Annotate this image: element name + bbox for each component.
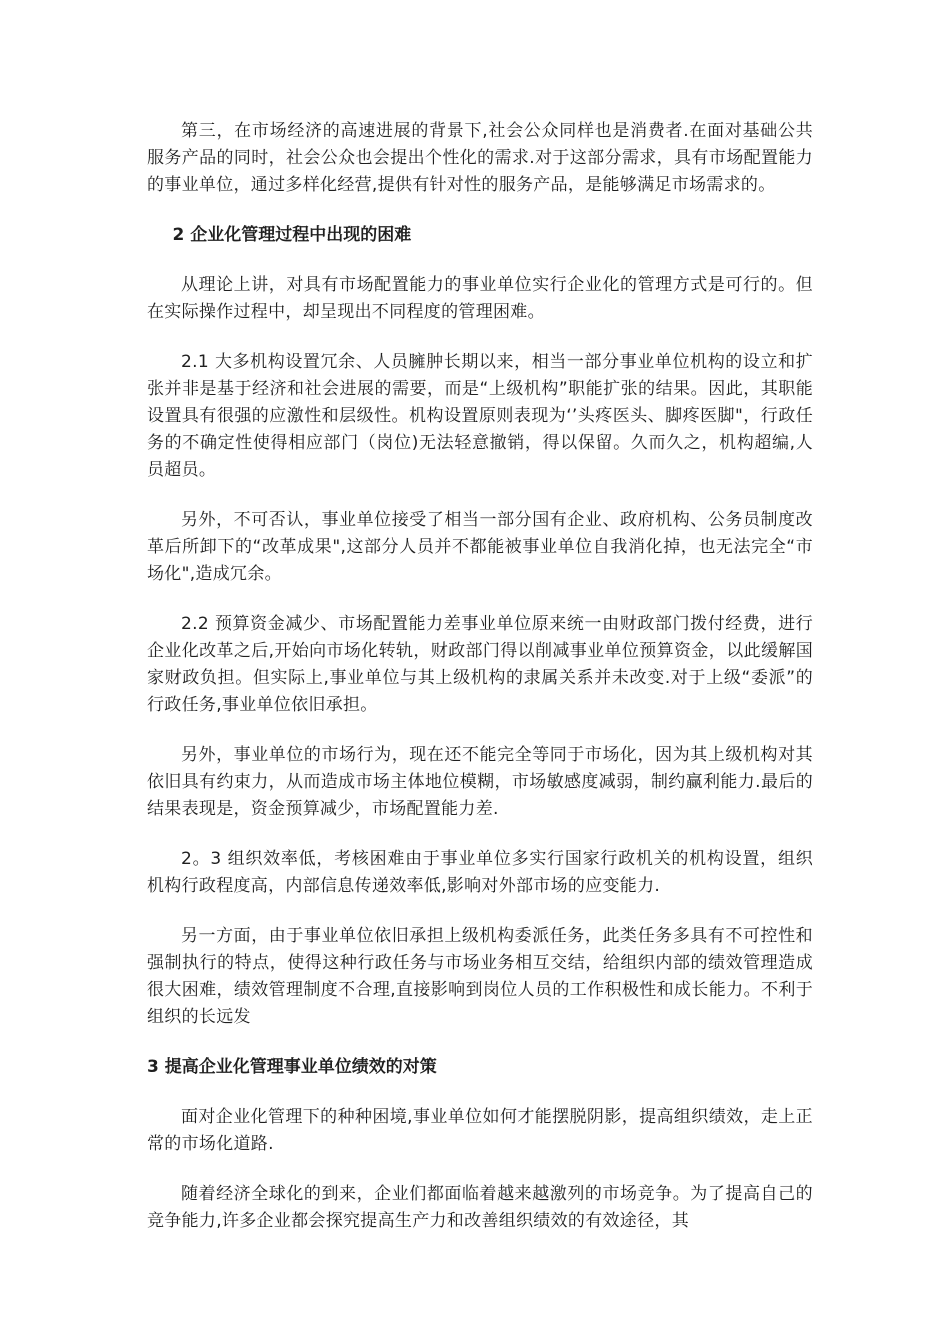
paragraph-2-1: 2.1 大多机构设置冗余、人员臃肿长期以来，相当一部分事业单位机构的设立和扩张并非是基于经济和社会进展的需要，而是“上级机构”职能扩张的结果。因此，其职能设置具有很强的应激性和层级性。机构设置原则表现为‘’头疼医头、脚疼医脚"，行政任务的不确定性使得相应部门（岗位)无法轻意撤销，得以保留。久而久之，机构超编,人员超员。 bbox=[147, 352, 813, 480]
document-page bbox=[147, 118, 813, 1235]
paragraph-globalization: 随着经济全球化的到来，企业们都面临着越来越激列的市场竞争。为了提高自己的竞争能力,许多企业都会探究提高生产力和改善组织绩效的有效途径，其 bbox=[147, 1184, 813, 1231]
paragraph-public-demand: 第三，在市场经济的高速进展的背景下,社会公众同样也是消费者.在面对基础公共服务产品的同时，社会公众也会提出个性化的需求.对于这部分需求，具有市场配置能力的事业单位，通过多样化经营,提供有针对性的服务产品，是能够满足市场需求的。 bbox=[147, 121, 813, 195]
section-heading-3: 3 提高企业化管理事业单位绩效的对策 bbox=[147, 1057, 437, 1077]
paragraph-3-intro: 面对企业化管理下的种种困境,事业单位如何才能摆脱阴影，提高组织绩效，走上正常的市场化道路. bbox=[147, 1107, 813, 1154]
paragraph-2-3: 2。3 组织效率低，考核困难由于事业单位多实行国家行政机关的机构设置，组织机构行政程度高，内部信息传递效率低,影响对外部市场的应变能力. bbox=[147, 849, 813, 896]
paragraph-2-2: 2.2 预算资金减少、市场配置能力差事业单位原来统一由财政部门拨付经费，进行企业化改革之后,开始向市场化转轨，财政部门得以削减事业单位预算资金，以此缓解国家财政负担。但实际上,事业单位与其上级机构的隶属关系并未改变.对于上级“委派”的行政任务,事业单位依旧承担。 bbox=[147, 614, 813, 715]
paragraph-2-2-additional: 另外，事业单位的市场行为，现在还不能完全等同于市场化，因为其上级机构对其依旧具有约束力，从而造成市场主体地位模糊，市场敏感度减弱，制约赢利能力.最后的结果表现是，资金预算减少，市场配置能力差. bbox=[147, 745, 813, 819]
paragraph-theory: 从理论上讲，对具有市场配置能力的事业单位实行企业化的管理方式是可行的。但在实际操作过程中，却呈现出不同程度的管理困难。 bbox=[147, 275, 813, 322]
paragraph-2-3-additional: 另一方面，由于事业单位依旧承担上级机构委派任务，此类任务多具有不可控性和强制执行的特点，使得这种行政任务与市场业务相互交结，给组织内部的绩效管理造成很大困难，绩效管理制度不合理,直接影响到岗位人员的工作积极性和成长能力。不利于组织的长远发 bbox=[147, 926, 813, 1027]
section-heading-2: 2 企业化管理过程中出现的困难 bbox=[172, 225, 412, 245]
paragraph-2-1-additional: 另外，不可否认，事业单位接受了相当一部分国有企业、政府机构、公务员制度改革后所卸下的“改革成果",这部分人员并不都能被事业单位自我消化掉，也无法完全“市场化",造成冗余。 bbox=[147, 510, 813, 584]
